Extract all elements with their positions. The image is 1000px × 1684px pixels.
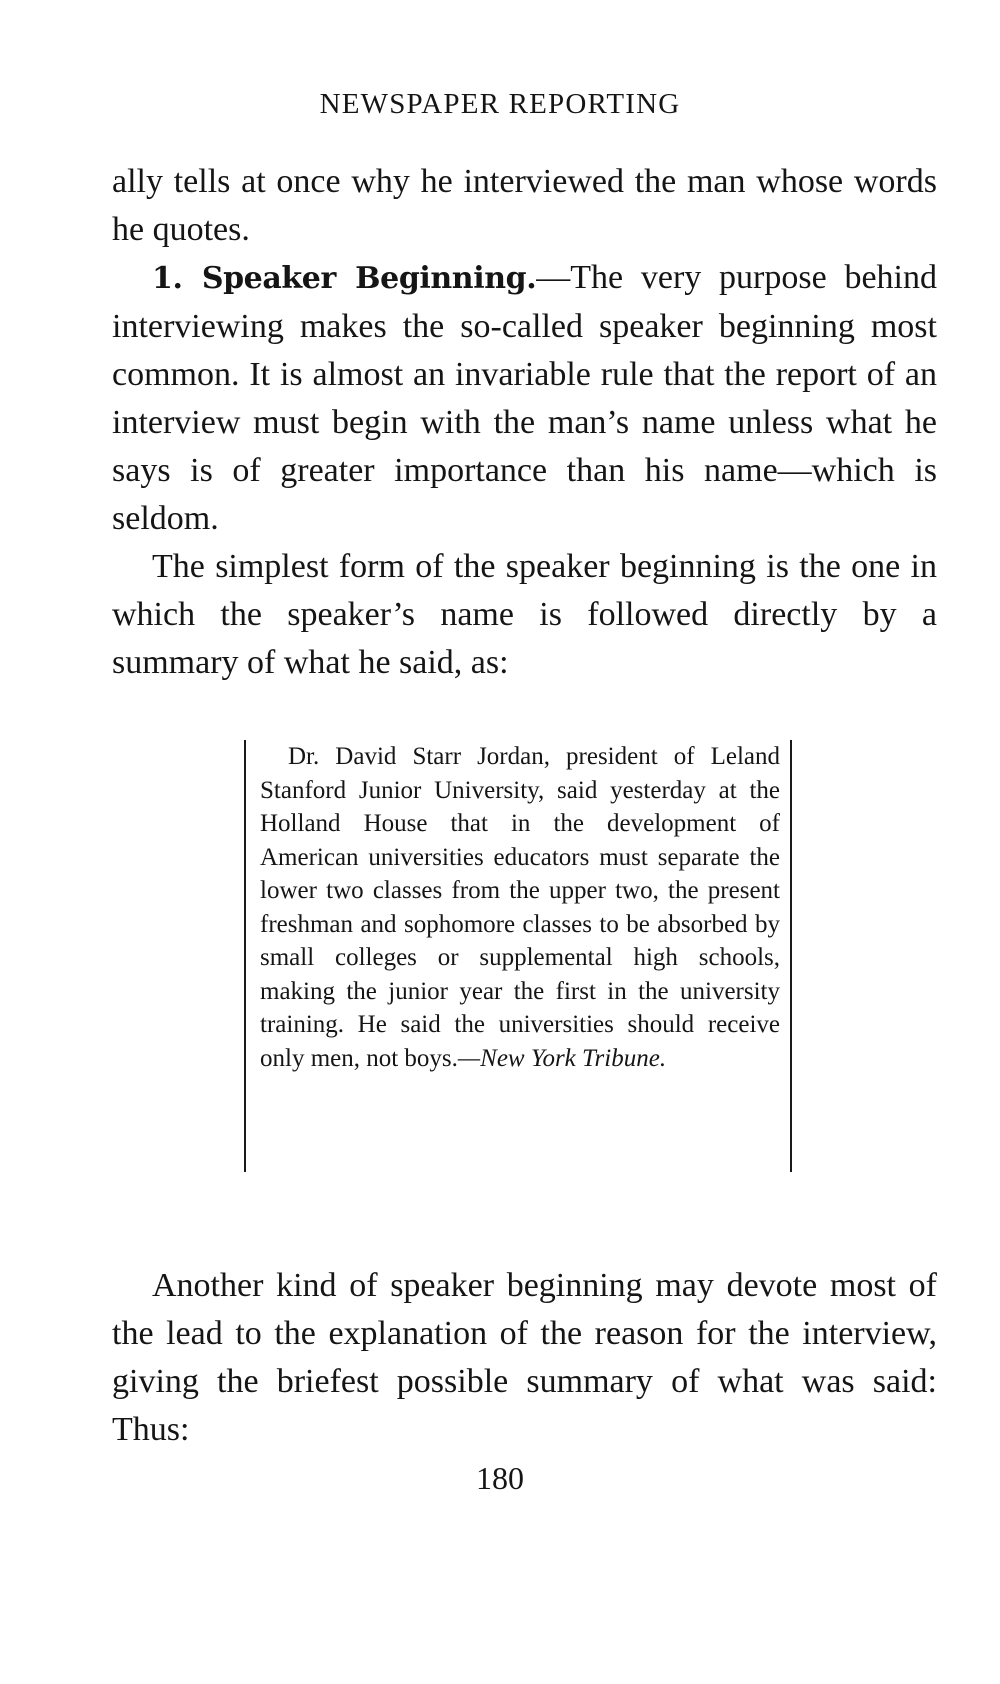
paragraph-speaker-beginning [112, 254, 937, 543]
main-text-lower [112, 1262, 937, 1454]
quoted-example-box [244, 740, 792, 1172]
quoted-example [260, 740, 780, 1075]
paragraph-continuation: ally tells at once why he interviewed the man whose words he quotes. [112, 163, 937, 248]
section-body: —The very purpose behind interviewing makes the so-called speaker beginning most common. It is almost an invariable rule that the report of an interview must begin with the man’s name unless what he says is of greater importance than his name—which is seldom. [112, 259, 937, 537]
paragraph-another-kind: Another kind of speaker beginning may devote most of the lead to the explanation of the reason for the interview, giving the briefest possible summary of what was said: Thus: [112, 1267, 937, 1448]
quote-source: —New York Tribune. [457, 1044, 667, 1072]
page-number: 180 [476, 1460, 524, 1496]
section-heading: 1. Speaker Beginning. [152, 261, 537, 296]
running-title: NEWSPAPER REPORTING [319, 88, 681, 120]
main-text-upper [112, 158, 937, 687]
paragraph-simplest-form: The simplest form of the speaker beginning is the one in which the speaker’s name is followed directly by a summary of what he said, as: [112, 548, 937, 681]
quote-text: Dr. David Starr Jordan, president of Leland Stanford Junior University, said yesterday at the Holland House that in the development of American universities educators must separate the lower two classes from the upper two, the present freshman and sophomore classes to be absorbed by small colleges or supplemental high schools, making the junior year the first in the university training. He said the universities should receive only men, not boys. [260, 743, 780, 1072]
